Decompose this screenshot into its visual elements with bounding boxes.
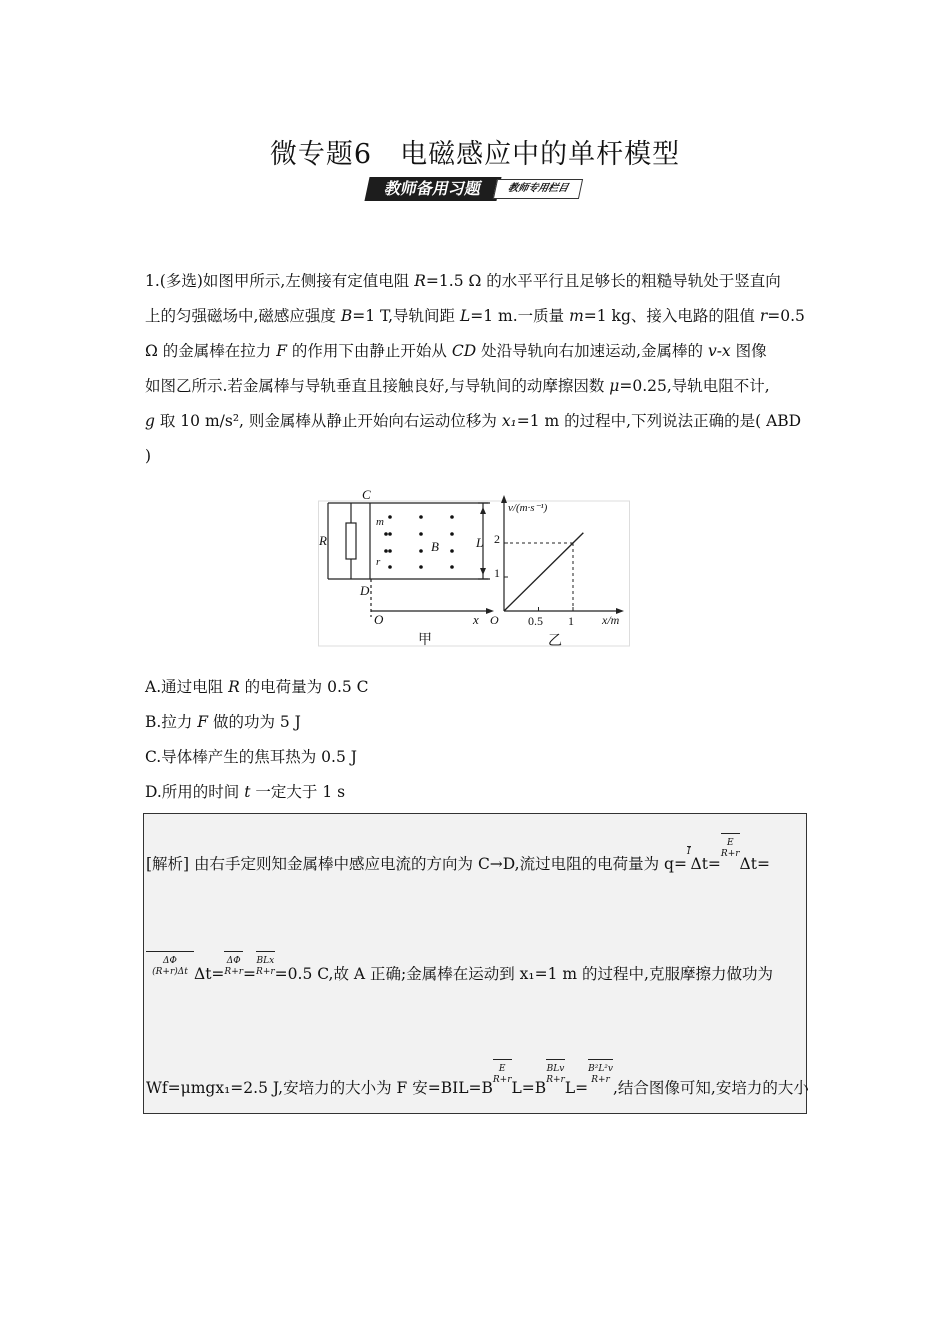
field-dot: [388, 565, 392, 569]
series-line: [504, 533, 583, 611]
variable: L: [459, 307, 471, 325]
banner-main-label: 教师备用习题: [364, 177, 501, 201]
caption-yi: 乙: [548, 633, 562, 647]
field-dot: [450, 549, 454, 553]
variable: v-x: [707, 342, 731, 360]
variable: B: [340, 307, 353, 325]
graph-xtick-05: 0.5: [528, 614, 543, 628]
field-dot: [388, 515, 392, 519]
fraction: [687, 846, 691, 858]
question-text-segment: =1 m.一质量: [470, 307, 570, 325]
solution-text: =0.5 C,故 A 正确;金属棒在运动到 x₁=1 m 的过程中,克服摩擦力做功为: [274, 965, 773, 983]
solution-text: [解析] 由右手定则知金属棒中感应电流的方向为 C→D,流过电阻的电荷量为 q=: [146, 855, 687, 873]
option-C: [145, 740, 369, 775]
variable: m: [569, 307, 584, 325]
field-dot: [450, 515, 454, 519]
vx-graph: [490, 495, 624, 647]
label-C: C: [362, 487, 371, 502]
fraction-num: ΔΦ: [146, 951, 194, 967]
label-x-left: x: [473, 612, 479, 627]
solution-text: Wf=μmgx₁=2.5 J,安培力的大小为 F 安=BIL=B: [146, 1079, 493, 1097]
caption-jia: 甲: [418, 632, 432, 647]
question-text-segment: 取 10 m/s², 则金属棒从静止开始向右运动位移为: [154, 412, 502, 430]
fraction: [546, 1059, 565, 1086]
variable: x₁: [501, 412, 517, 430]
fraction-den: R+r: [591, 1075, 610, 1085]
question-text-segment: 处沿导轨向右加速运动,金属棒的: [476, 342, 708, 360]
question-text-segment: 的作用下由静止开始从: [286, 342, 452, 360]
variable: F: [197, 713, 209, 731]
solution-line-2: [146, 957, 773, 984]
page-title: 微专题6 电磁感应中的单杆模型: [269, 139, 681, 170]
banner-tag-label: 教师专用栏目: [493, 179, 583, 199]
question-text-segment: =0.5: [767, 307, 805, 325]
variable: g: [145, 412, 155, 430]
solution-line-3: [146, 1064, 809, 1098]
question-text-segment: 1.(多选)如图甲所示,左侧接有定值电阻: [145, 272, 415, 290]
question-text-segment: Ω 的金属棒在拉力: [145, 342, 277, 360]
question-line: [145, 299, 807, 334]
label-r: r: [376, 556, 381, 568]
magnetic-field-dots: [384, 515, 454, 569]
teacher-banner: [367, 177, 581, 201]
option-text: C.导体棒产生的焦耳热为 0.5 J: [145, 748, 357, 766]
question-line: [145, 439, 807, 474]
fraction: [224, 951, 243, 978]
fraction-den: (R+r)Δt: [152, 967, 188, 977]
solution-line-1: [146, 838, 770, 874]
label-L: L: [476, 535, 484, 550]
fraction-num: BLx: [256, 951, 275, 967]
fraction-num: BLv: [546, 1059, 565, 1075]
label-D: D: [360, 583, 370, 598]
fraction-den: R+r: [224, 967, 244, 977]
fraction-den: R+r: [492, 1075, 512, 1085]
fraction-den: R+r: [546, 1075, 565, 1085]
fraction: [493, 1059, 512, 1086]
variable: F: [276, 342, 287, 360]
solution-text: =: [243, 965, 257, 983]
option-text: 一定大于 1 s: [250, 783, 346, 801]
option-text: A.通过电阻: [145, 678, 229, 696]
field-dot: [450, 565, 454, 569]
option-text: 做的功为 5 J: [208, 713, 301, 731]
fraction: [588, 1059, 613, 1086]
fraction-num: ΔΦ: [224, 951, 243, 967]
solution-box: [143, 813, 807, 1114]
circuit-diagram: [328, 503, 490, 617]
solution-text: Δt=: [194, 965, 225, 983]
answer-options: [145, 670, 369, 810]
field-dot: [384, 549, 388, 553]
fraction: [146, 951, 194, 978]
option-text: 的电荷量为 0.5 C: [239, 678, 369, 696]
option-A: [145, 670, 369, 705]
solution-text: L=: [564, 1079, 589, 1097]
question-text-segment: =0.25,导轨电阻不计,: [619, 377, 770, 395]
graph-xtick-1: 1: [568, 614, 574, 628]
fraction-num: B²L²v: [588, 1059, 613, 1075]
field-dot: [388, 532, 392, 536]
question-text-segment: 如图乙所示.若金属棒与导轨垂直且接触良好,与导轨间的动摩擦因数: [145, 377, 610, 395]
field-dot: [384, 532, 388, 536]
question-line: [145, 404, 807, 439]
field-dot: [419, 549, 423, 553]
field-dot: [388, 549, 392, 553]
variable: r: [759, 307, 768, 325]
question-text-segment: =1 kg、接入电路的阻值: [583, 307, 760, 325]
label-O-left: O: [374, 612, 384, 627]
variable: R: [414, 272, 426, 290]
label-m: m: [376, 516, 384, 528]
variable: μ: [609, 377, 620, 395]
fraction-num: I: [686, 847, 691, 857]
question-text-segment: ): [145, 447, 152, 465]
label-B: B: [431, 539, 439, 554]
question-text-segment: =1.5 Ω 的水平平行且足够长的粗糙导轨处于竖直向: [425, 272, 781, 290]
option-text: D.所用的时间: [145, 783, 245, 801]
fraction-den: R+r: [256, 967, 275, 977]
option-text: B.拉力: [145, 713, 198, 731]
variable: R: [228, 678, 240, 696]
fraction-den: R+r: [720, 849, 740, 859]
option-D: [145, 775, 369, 810]
option-B: [145, 705, 369, 740]
fraction-num: E: [721, 833, 740, 849]
figure-circuit-and-graph: [318, 487, 630, 647]
graph-origin: O: [490, 613, 499, 627]
graph-y-label: v/(m·s⁻¹): [508, 502, 548, 514]
question-line: [145, 369, 807, 404]
variable: t: [244, 783, 251, 801]
question-text-segment: 上的匀强磁场中,磁感应强度: [145, 307, 341, 325]
graph-x-label: x/m: [602, 613, 620, 627]
solution-text: L=B: [511, 1079, 547, 1097]
solution-text: Δt=: [690, 855, 721, 873]
graph-ytick-2: 2: [494, 532, 500, 546]
solution-text: Δt=: [739, 855, 770, 873]
fraction: [256, 951, 275, 978]
question-line: [145, 334, 807, 369]
solution-text: ,结合图像可知,安培力的大小: [612, 1079, 809, 1097]
field-dot: [419, 532, 423, 536]
field-dot: [419, 515, 423, 519]
question-line: [145, 264, 807, 299]
question-text-segment: =1 T,导轨间距: [352, 307, 460, 325]
fraction-num: E: [493, 1059, 512, 1075]
field-dot: [450, 532, 454, 536]
question-text: [145, 264, 807, 474]
field-dot: [419, 565, 423, 569]
fraction: [721, 833, 740, 860]
question-text-segment: 图像: [730, 342, 767, 360]
variable: CD: [451, 342, 477, 360]
graph-ytick-1: 1: [494, 566, 500, 580]
label-R: R: [319, 533, 327, 548]
question-text-segment: =1 m 的过程中,下列说法正确的是( ABD: [516, 412, 802, 430]
